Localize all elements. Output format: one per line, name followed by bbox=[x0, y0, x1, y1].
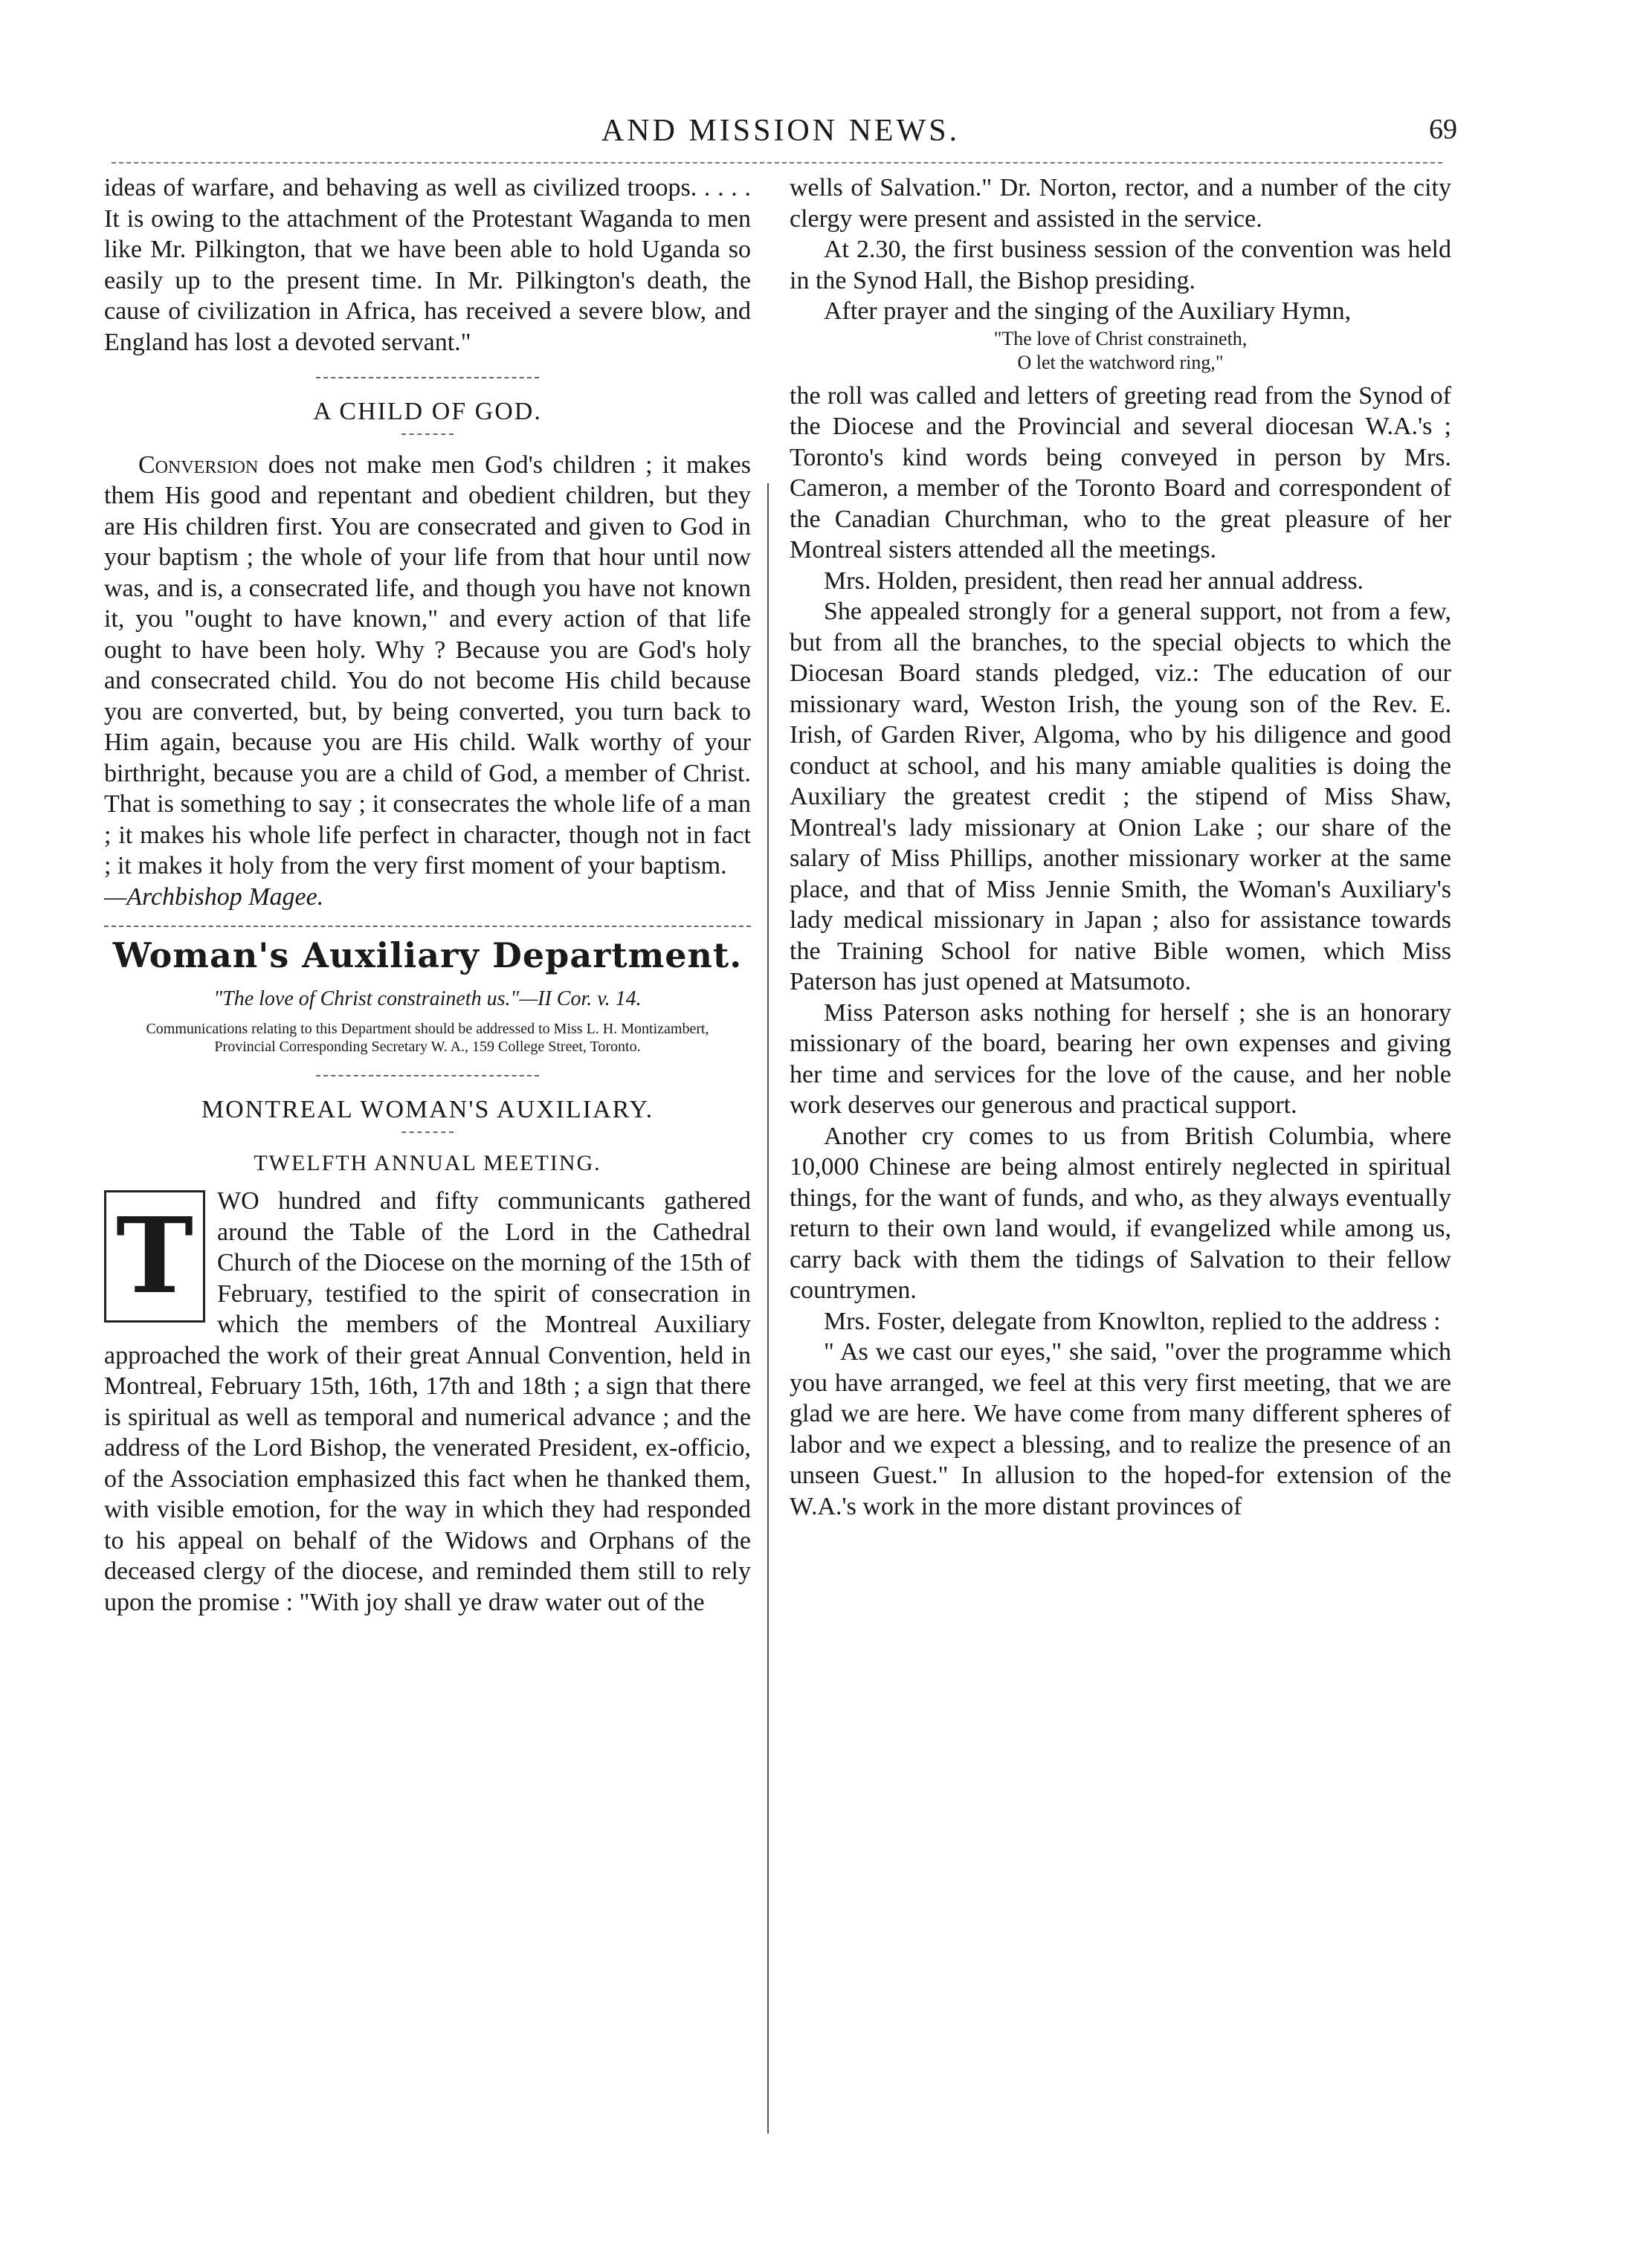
paragraph-9: Mrs. Foster, delegate from Knowlton, replied to the address : bbox=[824, 1307, 1441, 1335]
paragraph-7: Miss Paterson asks nothing for herself ; she is an honorary missionary of the board, bearing her own expenses and giving her time and services for the love of the cause, and her noble work deserves our generous and practical support. bbox=[790, 998, 1451, 1119]
running-title: AND MISSION NEWS. bbox=[601, 114, 961, 148]
hymn-quote bbox=[790, 327, 1451, 375]
paragraph-6: She appealed strongly for a general support, not from a few, but from all the branches, to the special objects to which the Diocesan Board stands pledged, viz.: The education of our missionary ward, Weston Irish, the young son of the Rev. E. Irish, of Garden River, Algoma, who by his diligence and good conduct at school, and his many amiable qualities is doing the Auxiliary the greatest credit ; the stipend of Miss Shaw, Montreal's lady missionary at Onion Lake ; our share of the salary of Miss Phillips, another missionary worker at the same place, and that of Miss Jennie Smith, the Woman's Auxiliary's lady medical missionary in Japan ; also for assistance towards the Training School for native Bible women, which Miss Paterson has just opened at Matsumoto. bbox=[790, 598, 1451, 995]
paragraph-8: Another cry comes to us from British Columbia, where 10,000 Chinese are being almost entirely neglected in spiritual things, for the want of funds, and who, as they always eventually return to their own land would, if evangelized while among us, carry back with them the tidings of Salvation to their fellow countrymen. bbox=[790, 1122, 1451, 1304]
department-bottom-rule bbox=[316, 1075, 539, 1076]
page-header bbox=[104, 113, 1457, 158]
paragraph-4: the roll was called and letters of greeting read from the Synod of the Diocese and the Provincial and several diocesan W.A.'s ; Toronto's kind words being conveyed in person by Mrs. Cameron, a member of the Toronto Board and correspondent of the Canadian Churchman, who to the great pleasure of her Montreal sisters attended all the meetings. bbox=[790, 381, 1451, 564]
left-column bbox=[104, 172, 751, 1618]
hymn-line-2: O let the watchword ring," bbox=[1017, 351, 1224, 373]
intro-paragraph: ideas of warfare, and behaving as well as civilized troops. . . . . It is owing to the attachment of the Protestant Waganda to men like Mr. Pilkington, that we have been able to hold Uganda so easily up to the present time. In Mr. Pilkington's death, the cause of civilization in Africa, has received a severe blow, and England has lost a devoted servant." bbox=[104, 174, 751, 356]
section-divider bbox=[316, 377, 539, 378]
lead-word: Conversion bbox=[138, 451, 259, 479]
child-of-god-text: does not make men God's children ; it makes them His good and repentant and obedient children, but they are His children first. You are consecrated and given to God in your baptism ; the whole of your life from that hour until now was, and is, a consecrated life, and though you have not known it, you "ought to have known," and every action of that life ought to have been holy. Why ? Because you are God's holy and consecrated child. You do not become His child because you are converted, but, by being converted, you turn back to Him again, because you are His child. Walk worthy of your birthright, because you are a child of God, a member of Christ. That is something to say ; it consecrates the whole life of a man ; it makes his whole life perfect in character, though not in fact ; it makes it holy from the very first moment of your baptism. bbox=[104, 451, 751, 879]
child-of-god-heading: A CHILD OF GOD. bbox=[313, 398, 542, 425]
dropcap-letter: T bbox=[115, 1195, 194, 1317]
child-of-god-attribution: —Archbishop Magee. bbox=[104, 882, 324, 911]
department-heading: Woman's Auxiliary Department. bbox=[112, 935, 743, 975]
decorative-dropcap bbox=[104, 1190, 205, 1323]
right-column bbox=[790, 172, 1451, 1522]
meeting-paragraph: WO hundred and fifty communicants gathered around the Table of the Lord in the Cathedral Church of the Diocese on the morning of the 15th of February, testified to the spirit of consecration in which the members of the Montreal Auxiliary approached the work of their great Annual Convention, held in Montreal, February 15th, 16th, 17th and 18th ; a sign that there is spiritual as well as temporal and numerical advance ; and the address of the Lord Bishop, the venerated President, ex-officio, of the Association emphasized this fact when he thanked them, with visible emotion, for the way in which they had responded to his appeal on behalf of the Widows and Orphans of the deceased clergy of the diocese, and reminded them still to rely upon the promise : "With joy shall ye draw water out of the bbox=[104, 1187, 751, 1616]
hymn-line-1: "The love of Christ constraineth, bbox=[993, 327, 1248, 349]
department-motto: "The love of Christ constraineth us."—II Cor. v. 14. bbox=[213, 987, 642, 1010]
paragraph-2: At 2.30, the first business session of the convention was held in the Synod Hall, the Bishop presiding. bbox=[790, 236, 1451, 294]
heading-divider bbox=[401, 433, 454, 435]
column-divider bbox=[767, 483, 769, 2134]
paragraph-1: wells of Salvation." Dr. Norton, rector, and a number of the city clergy were present and assisted in the service. bbox=[790, 174, 1451, 233]
paragraph-10: " As we cast our eyes," she said, "over the programme which you have arranged, we feel at this very first meeting, that we are glad we are here. We have come from many different spheres of labor and we expect a blessing, and to realize the presence of an unseen Guest." In allusion to the hoped-for extension of the W.A.'s work in the more distant provinces of bbox=[790, 1338, 1451, 1520]
communications-note: Communications relating to this Department should be addressed to Miss L. H. Montizambert, Provincial Corresponding Secretary W. A., 159 College Street, Toronto. bbox=[146, 1021, 709, 1055]
paragraph-5: Mrs. Holden, president, then read her annual address. bbox=[824, 566, 1364, 595]
montreal-heading: MONTREAL WOMAN'S AUXILIARY. bbox=[201, 1096, 654, 1123]
meeting-subheading: TWELFTH ANNUAL MEETING. bbox=[254, 1150, 601, 1175]
paragraph-3: After prayer and the singing of the Auxiliary Hymn, bbox=[824, 297, 1352, 325]
header-rule bbox=[112, 162, 1442, 164]
department-top-rule bbox=[104, 926, 751, 927]
montreal-heading-divider bbox=[401, 1132, 454, 1133]
child-of-god-paragraph bbox=[104, 450, 751, 882]
page-number: 69 bbox=[1429, 114, 1457, 145]
